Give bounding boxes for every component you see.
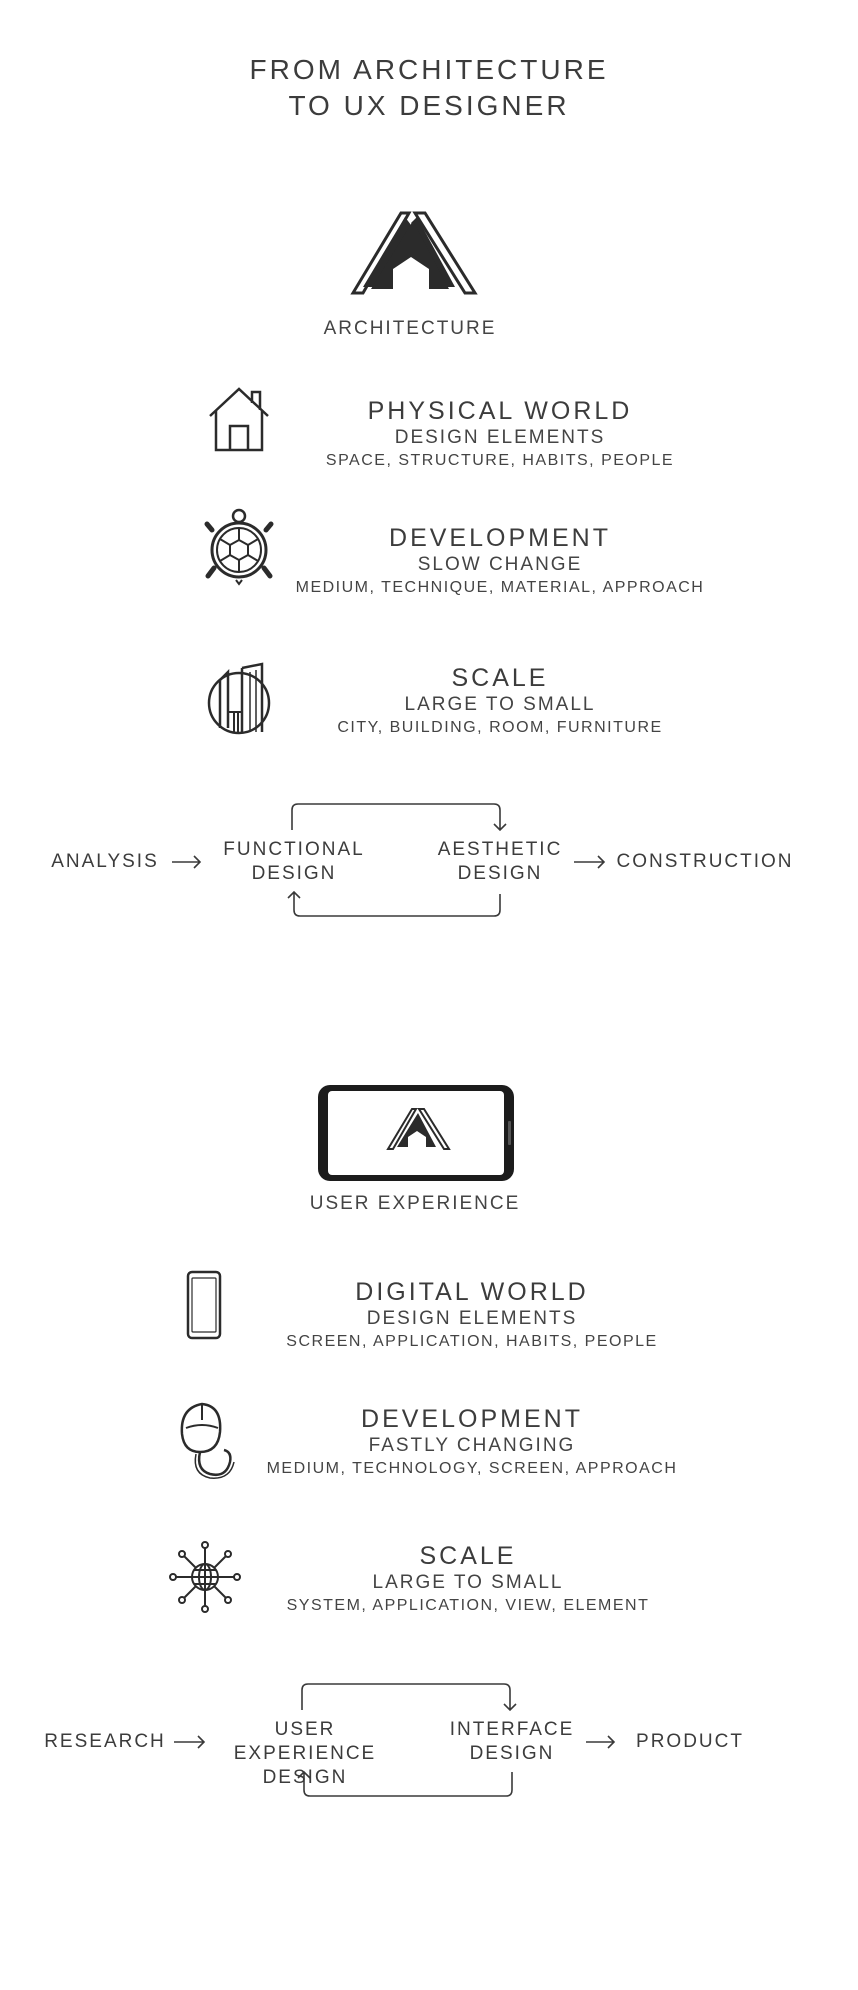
page-title (0, 52, 858, 124)
row-heading: DEVELOPMENT (389, 524, 611, 552)
row-heading: DIGITAL WORLD (355, 1278, 589, 1306)
arch-row-physical (300, 396, 700, 472)
row-subheading: DESIGN ELEMENTS (394, 427, 606, 448)
network-globe-icon (168, 1540, 242, 1614)
ux-caption: USER EXPERIENCE (309, 1193, 521, 1214)
flow-arrows-icon (0, 1668, 858, 1808)
row-detail: SPACE, STRUCTURE, HABITS, PEOPLE (325, 452, 675, 469)
row-detail: SYSTEM, APPLICATION, VIEW, ELEMENT (286, 1597, 650, 1614)
ux-process-flow (0, 1668, 858, 1808)
arch-row-scale (300, 663, 700, 739)
architecture-caption: ARCHITECTURE (323, 318, 497, 339)
row-detail: SCREEN, APPLICATION, HABITS, PEOPLE (286, 1333, 658, 1350)
row-subheading: LARGE TO SMALL (372, 1572, 564, 1593)
house-icon (208, 386, 270, 452)
mouse-icon (176, 1400, 246, 1480)
flow-step-b-line1: AESTHETIC (437, 839, 563, 860)
ux-row-development (262, 1404, 682, 1480)
ux-row-scale (268, 1541, 668, 1617)
row-subheading: DESIGN ELEMENTS (366, 1308, 578, 1329)
architecture-logo-icon (345, 205, 485, 295)
flow-arrows-icon (0, 790, 858, 930)
row-subheading: FASTLY CHANGING (368, 1435, 576, 1456)
flow-step-a-line1: USER EXPERIENCE (233, 1719, 377, 1764)
row-detail: CITY, BUILDING, ROOM, FURNITURE (337, 719, 663, 736)
flow-start: RESEARCH (44, 1731, 166, 1752)
flow-step-b-line2: DESIGN (457, 863, 543, 884)
flow-start: ANALYSIS (51, 851, 159, 872)
row-heading: PHYSICAL WORLD (367, 397, 633, 425)
arch-row-development (295, 523, 705, 599)
row-heading: SCALE (419, 1542, 517, 1570)
phone-icon (186, 1270, 222, 1340)
row-heading: SCALE (451, 664, 549, 692)
architecture-process-flow (0, 790, 858, 930)
flow-end: PRODUCT (636, 1731, 744, 1752)
row-subheading: LARGE TO SMALL (404, 694, 596, 715)
flow-step-b-line1: INTERFACE (449, 1719, 575, 1740)
turtle-icon (206, 508, 272, 584)
title-line-1: FROM ARCHITECTURE (249, 54, 609, 85)
flow-step-b-line2: DESIGN (469, 1743, 555, 1764)
title-line-2: TO UX DESIGNER (288, 90, 570, 121)
ux-row-digital (272, 1277, 672, 1353)
row-detail: MEDIUM, TECHNOLOGY, SCREEN, APPROACH (266, 1460, 678, 1477)
city-icon (206, 658, 276, 734)
flow-step-a-line2: DESIGN (262, 1767, 348, 1788)
row-heading: DEVELOPMENT (361, 1405, 583, 1433)
flow-step-a-line2: DESIGN (251, 863, 337, 884)
phone-landscape-icon (316, 1083, 516, 1183)
flow-end: CONSTRUCTION (616, 851, 794, 872)
row-detail: MEDIUM, TECHNIQUE, MATERIAL, APPROACH (295, 579, 705, 596)
row-subheading: SLOW CHANGE (417, 554, 583, 575)
flow-step-a-line1: FUNCTIONAL (223, 839, 365, 860)
